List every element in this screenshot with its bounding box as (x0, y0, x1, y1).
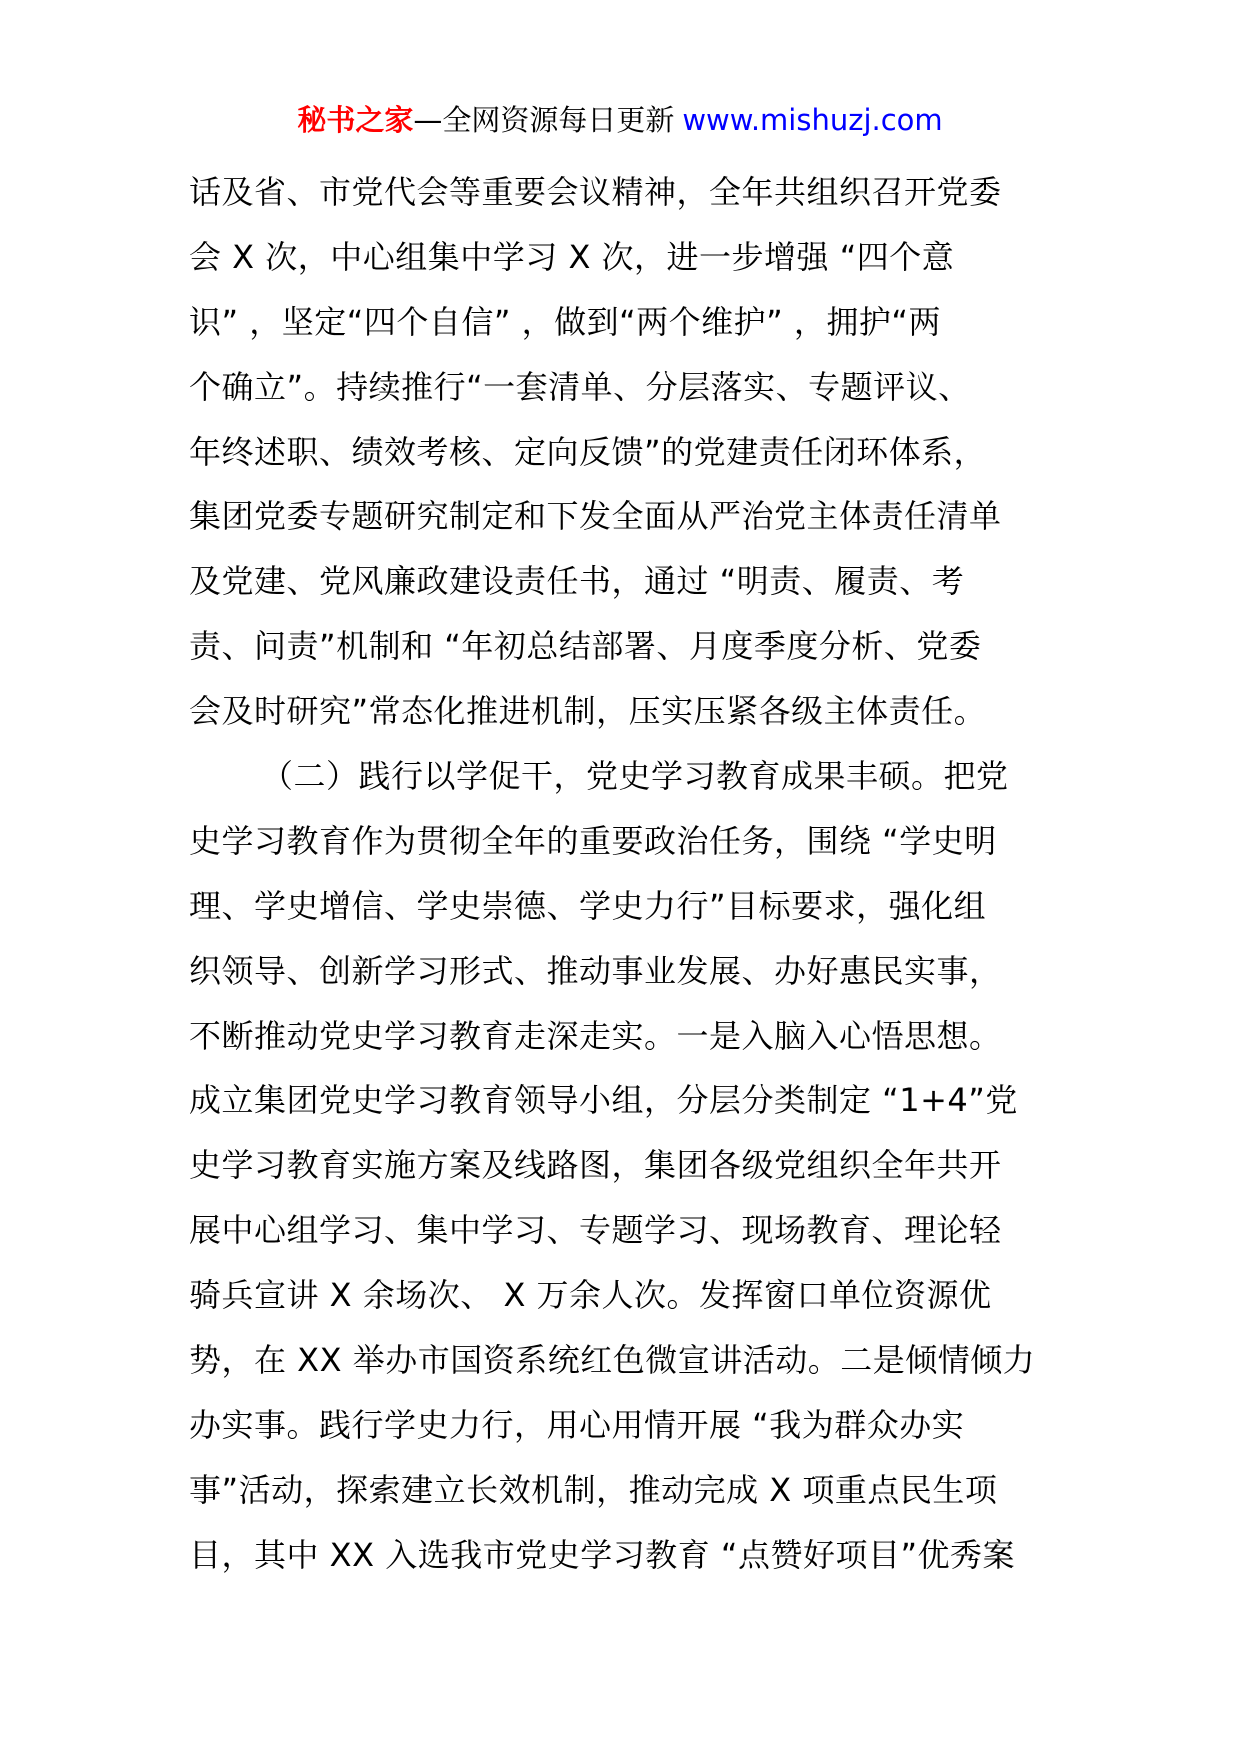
text-line: 会及时研究”常态化推进机制，压实压紧各级主体责任。 (189, 692, 987, 731)
section-heading-line: （二）践行以学促干，党史学习教育成果丰硕。把党 (261, 757, 1009, 796)
site-tagline: —全网资源每日更新 (413, 103, 675, 137)
text-line: 话及省、市党代会等重要会议精神，全年共组织召开党委 (189, 173, 1002, 211)
text-line: 个确立”。持续推行“一套清单、分层落实、专题评议、 (189, 367, 971, 406)
text-line: 事”活动，探索建立长效机制，推动完成 X 项重点民生项 (189, 1470, 998, 1509)
text-line: 史学习教育实施方案及线路图，集团各级党组织全年共开 (189, 1146, 1002, 1185)
site-url-link[interactable]: www.mishuzj.com (682, 103, 943, 137)
text-line: 目，其中 XX 入选我市党史学习教育 “点赞好项目”优秀案 (189, 1535, 1016, 1574)
site-header (0, 100, 1240, 140)
text-line: 展中心组学习、集中学习、专题学习、现场教育、理论轻 (189, 1211, 1002, 1250)
text-line: 责、问责”机制和 “年初总结部署、月度季度分析、党委 (189, 627, 982, 666)
text-line: 不断推动党史学习教育走深走实。一是入脑入心悟思想。 (189, 1016, 1002, 1055)
text-line: 织领导、创新学习形式、推动事业发展、办好惠民实事， (189, 951, 1002, 990)
text-line: 骑兵宣讲 X 余场次、 X 万余人次。发挥窗口单位资源优 (189, 1276, 992, 1315)
text-line: 识” ，坚定“四个自信” ，做到“两个维护” ，拥护“两 (189, 302, 941, 341)
text-line: 会 X 次，中心组集中学习 X 次，进一步增强 “四个意 (189, 237, 955, 276)
site-brand: 秘书之家 (297, 103, 414, 137)
text-line: 理、学史增信、学史崇德、学史力行”目标要求，强化组 (189, 886, 987, 925)
text-line: 及党建、党风廉政建设责任书，通过 “明责、履责、考 (189, 562, 965, 601)
text-line: 集团党委专题研究制定和下发全面从严治党主体责任清单 (189, 497, 1002, 536)
text-line: 成立集团党史学习教育领导小组，分层分类制定 “1+4”党 (189, 1081, 1018, 1120)
text-line: 办实事。践行学史力行，用心用情开展 “我为群众办实 (189, 1405, 965, 1444)
document-body (189, 160, 1059, 1588)
text-line: 年终述职、绩效考核、定向反馈”的党建责任闭环体系， (189, 432, 987, 471)
text-line: 史学习教育作为贯彻全年的重要政治任务，围绕 “学史明 (189, 821, 997, 860)
text-line: 势，在 XX 举办市国资系统红色微宣讲活动。二是倾情倾力 (189, 1341, 1036, 1380)
